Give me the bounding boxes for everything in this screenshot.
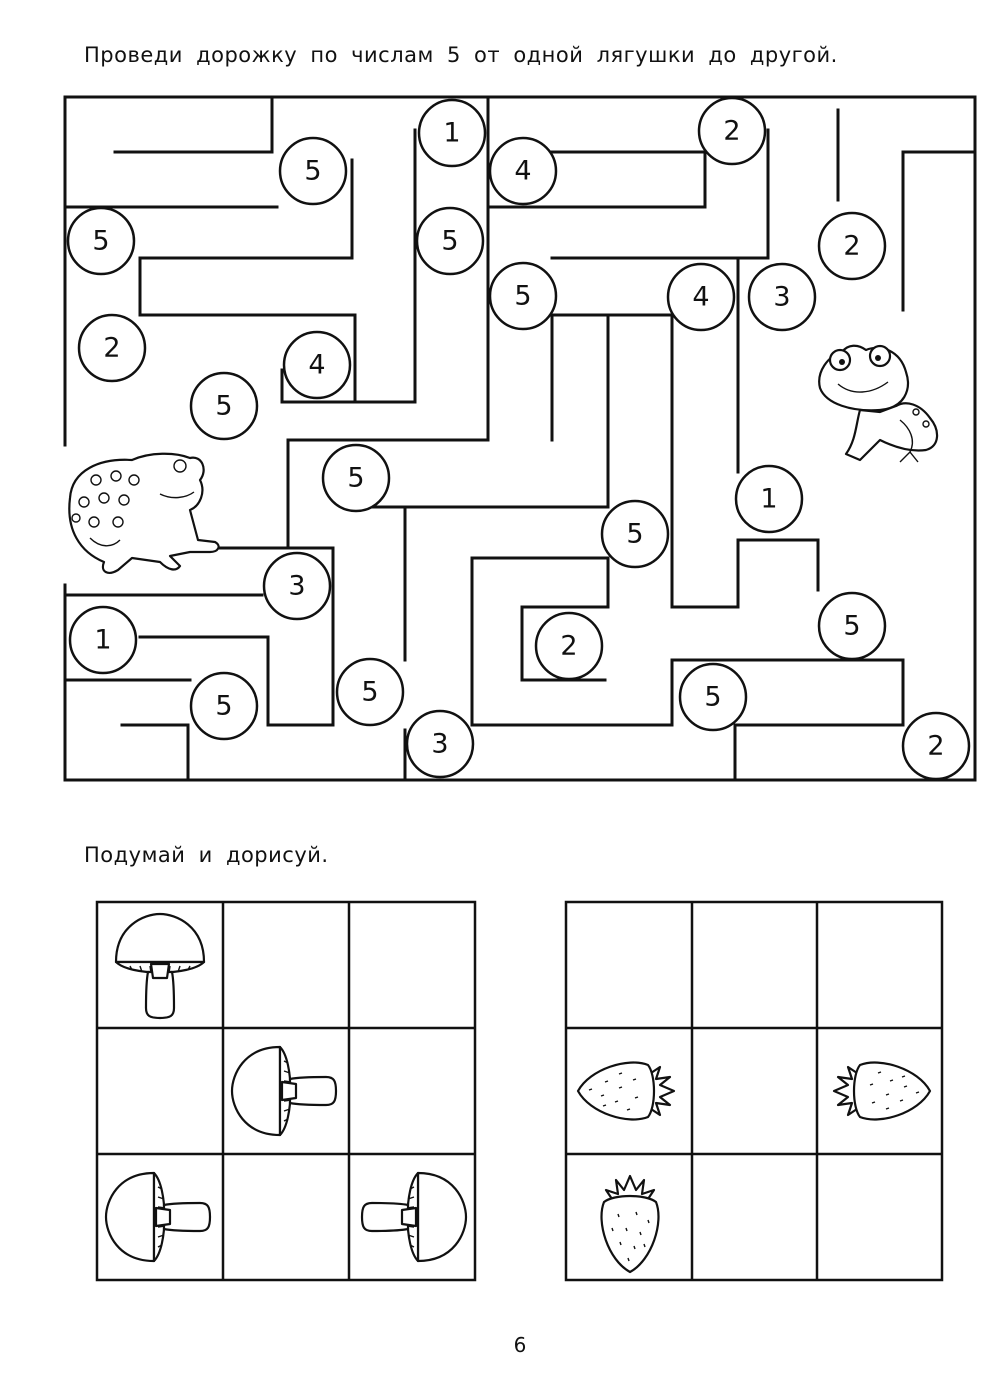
maze-number <box>536 613 602 679</box>
strawberry-icon <box>578 1063 674 1120</box>
grid-strawberries <box>566 902 942 1280</box>
svg-text:4: 4 <box>308 349 326 381</box>
maze <box>65 97 975 780</box>
mushroom-icon <box>232 1047 336 1135</box>
maze-number <box>819 593 885 659</box>
maze-number <box>749 264 815 330</box>
svg-text:5: 5 <box>704 681 722 713</box>
svg-text:5: 5 <box>361 676 379 708</box>
strawberry-icon <box>602 1176 659 1272</box>
svg-text:3: 3 <box>431 728 449 760</box>
mushroom-icon <box>106 1173 210 1261</box>
maze-number <box>323 445 389 511</box>
maze-number <box>191 373 257 439</box>
toad-icon <box>69 454 218 573</box>
svg-text:3: 3 <box>288 570 306 602</box>
maze-number <box>79 315 145 381</box>
svg-text:4: 4 <box>514 155 532 187</box>
maze-number <box>419 100 485 166</box>
svg-text:5: 5 <box>514 280 532 312</box>
svg-text:5: 5 <box>843 610 861 642</box>
maze-number <box>668 264 734 330</box>
svg-text:1: 1 <box>94 624 112 656</box>
maze-number <box>284 332 350 398</box>
maze-number <box>490 138 556 204</box>
maze-number <box>264 553 330 619</box>
maze-number <box>191 673 257 739</box>
svg-text:3: 3 <box>773 281 791 313</box>
grid-instruction: Подумай и дорисуй. <box>84 843 329 867</box>
svg-text:5: 5 <box>215 390 233 422</box>
maze-number <box>70 607 136 673</box>
frog-icon <box>819 346 937 462</box>
maze-number <box>337 659 403 725</box>
mushroom-icon <box>362 1173 466 1261</box>
svg-text:4: 4 <box>692 281 710 313</box>
maze-number-circles <box>68 98 969 779</box>
svg-text:5: 5 <box>215 690 233 722</box>
maze-number <box>490 263 556 329</box>
mushroom-icon <box>116 914 204 1018</box>
maze-number <box>736 466 802 532</box>
svg-text:5: 5 <box>92 225 110 257</box>
maze-number <box>680 664 746 730</box>
svg-text:2: 2 <box>560 630 578 662</box>
maze-number <box>699 98 765 164</box>
maze-number <box>819 213 885 279</box>
svg-text:5: 5 <box>347 462 365 494</box>
svg-text:5: 5 <box>626 518 644 550</box>
maze-number <box>602 501 668 567</box>
svg-text:1: 1 <box>443 117 461 149</box>
svg-text:2: 2 <box>843 230 861 262</box>
maze-number <box>903 713 969 779</box>
svg-text:2: 2 <box>723 115 741 147</box>
grid-mushrooms <box>97 902 475 1280</box>
strawberry-icon <box>834 1063 930 1120</box>
svg-text:5: 5 <box>441 225 459 257</box>
svg-text:2: 2 <box>103 332 121 364</box>
maze-number <box>417 208 483 274</box>
maze-number <box>280 138 346 204</box>
maze-instruction: Проведи дорожку по числам 5 от одной лягушки до другой. <box>84 43 838 67</box>
page-number: 6 <box>513 1333 527 1357</box>
maze-number <box>407 711 473 777</box>
svg-text:2: 2 <box>927 730 945 762</box>
maze-number <box>68 208 134 274</box>
svg-text:1: 1 <box>760 483 778 515</box>
svg-text:5: 5 <box>304 155 322 187</box>
